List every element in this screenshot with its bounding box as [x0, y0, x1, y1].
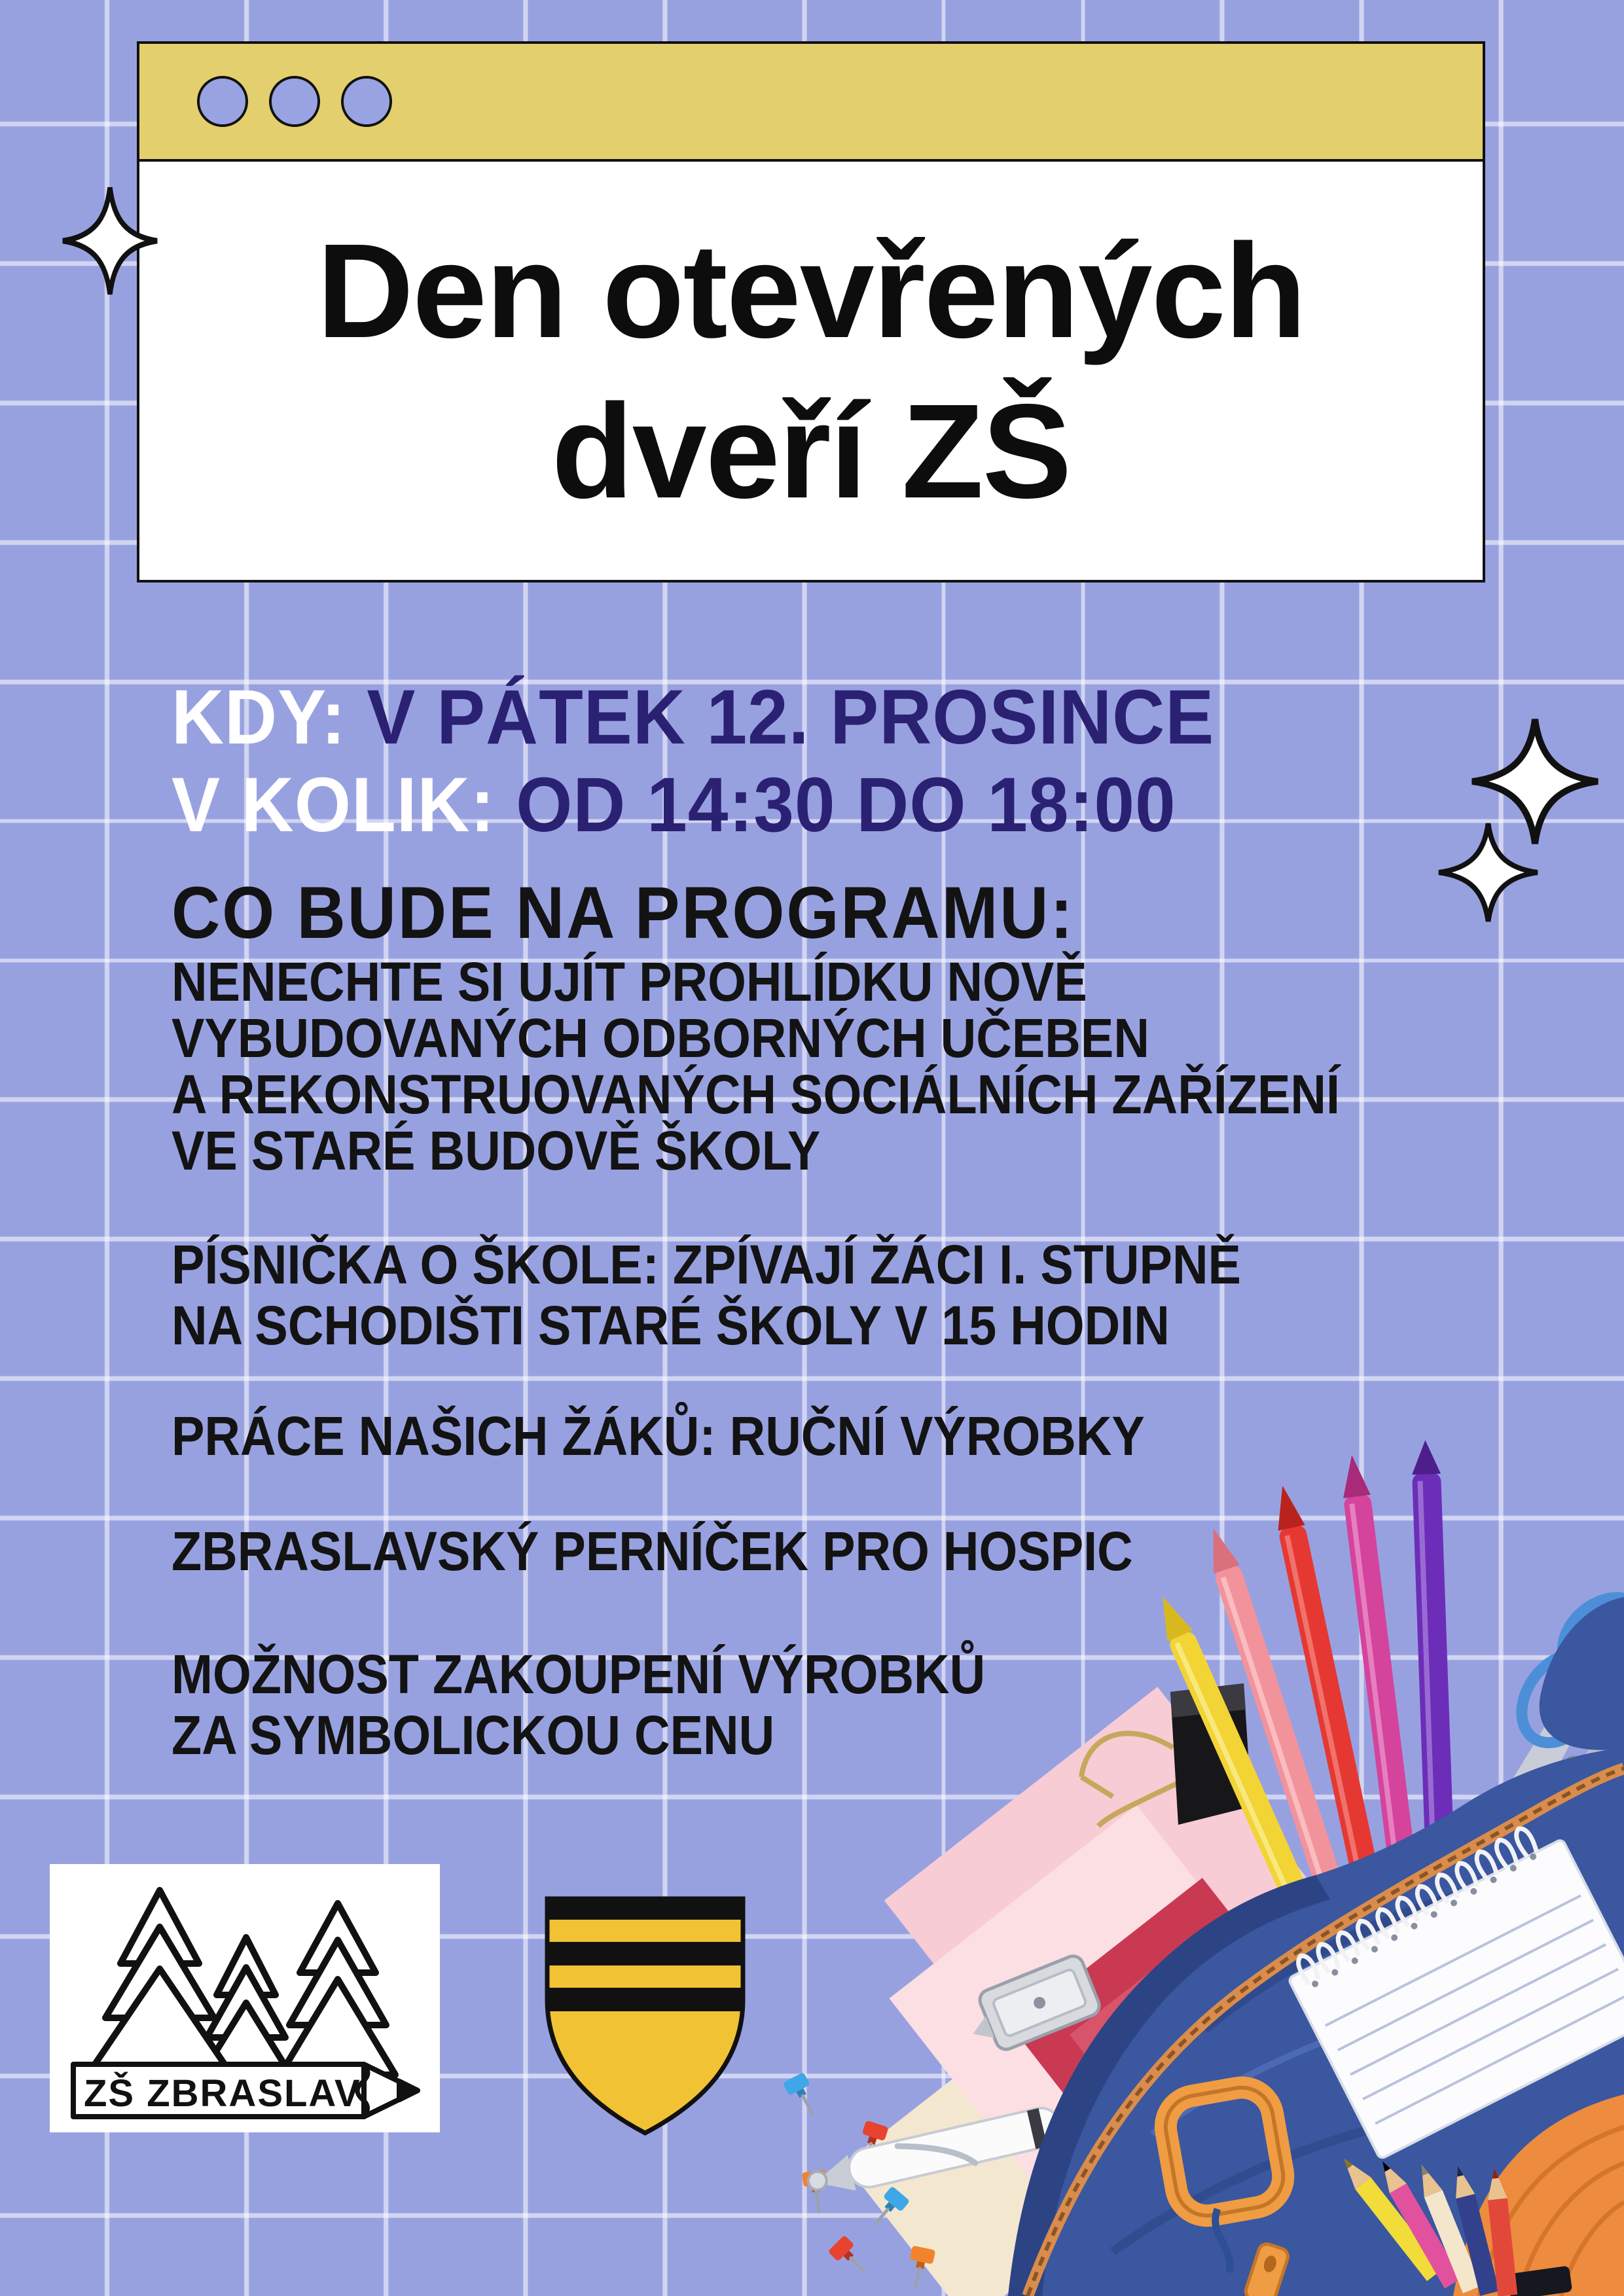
zs-zbraslav-trees-pencil-logo-icon — [50, 1864, 440, 2132]
purchase-line: MOŽNOST ZAKOUPENÍ VÝROBKŮ — [171, 1643, 986, 1705]
pine-tree-icon — [88, 1890, 232, 2075]
zbraslav-coat-of-arms — [542, 1895, 748, 2138]
song-line: NA SCHODIŠTI STARÉ ŠKOLY V 15 HODIN — [171, 1295, 1170, 1356]
gingerbread-line: ZBRASLAVSKÝ PERNÍČEK PRO HOSPIC — [171, 1520, 1133, 1582]
window-control-dot-icon — [197, 76, 248, 127]
song-line: PÍSNIČKA O ŠKOLE: ZPÍVAJÍ ŽÁCI I. STUPNĚ — [171, 1234, 1241, 1295]
time-line — [171, 761, 1176, 850]
program-heading: CO BUDE NA PROGRAMU: — [171, 872, 1075, 954]
when-label: KDY: — [171, 674, 346, 761]
window-control-dot-icon — [341, 76, 392, 127]
window-control-dot-icon — [269, 76, 320, 127]
shield-icon — [542, 1895, 748, 2138]
time-label: V KOLIK: — [171, 762, 496, 848]
when-line — [171, 673, 1214, 762]
school-name: ZŠ ZBRASLAV — [84, 2072, 361, 2115]
page-title — [139, 211, 1483, 531]
sparkle-icon — [1437, 821, 1540, 924]
sparkle-icon — [61, 185, 159, 296]
window-title-bar — [139, 44, 1483, 162]
backpack-school-supplies-photo — [746, 1440, 1624, 2296]
page-title-line2: dveří ZŠ — [551, 376, 1071, 526]
program-intro-line: VE STARÉ BUDOVĚ ŠKOLY — [171, 1120, 821, 1181]
works-line: PRÁCE NAŠICH ŽÁKŮ: RUČNÍ VÝROBKY — [171, 1405, 1145, 1467]
program-intro-line: NENECHTE SI UJÍT PROHLÍDKU NOVĚ — [171, 951, 1087, 1013]
page-title-line1: Den otevřených — [316, 216, 1305, 366]
pine-tree-icon — [280, 1903, 395, 2075]
when-value: V PÁTEK 12. PROSINCE — [367, 674, 1215, 761]
program-intro-line: A REKONSTRUOVANÝCH SOCIÁLNÍCH ZAŘÍZENÍ — [171, 1064, 1341, 1125]
purchase-line: ZA SYMBOLICKOU CENU — [171, 1704, 775, 1766]
school-supplies-illustration — [746, 1440, 1624, 2296]
school-logo — [50, 1864, 440, 2132]
time-value: OD 14:30 DO 18:00 — [516, 762, 1176, 848]
program-intro-line: VYBUDOVANÝCH ODBORNÝCH UČEBEN — [171, 1007, 1149, 1069]
browser-window-frame — [137, 41, 1485, 583]
